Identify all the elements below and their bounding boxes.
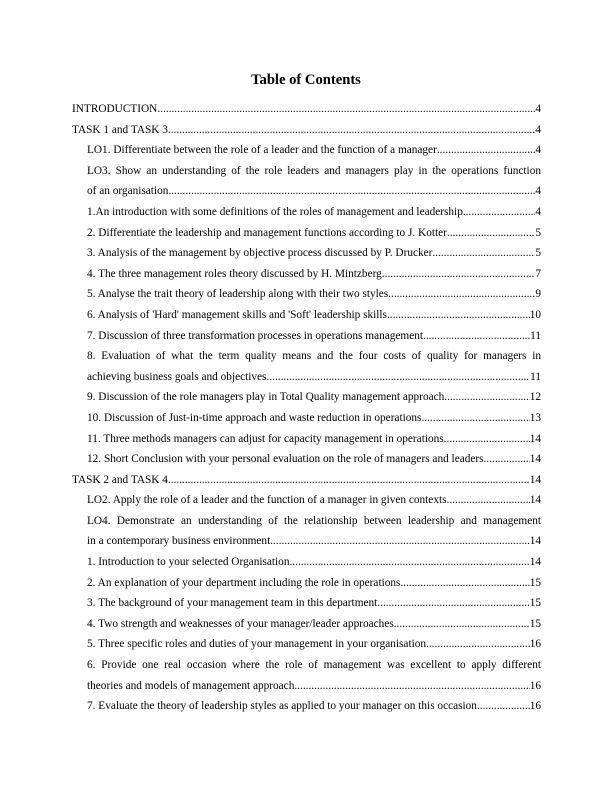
toc-page-number: 12 xyxy=(529,391,541,404)
toc-entry[interactable] xyxy=(87,429,541,450)
toc-page-number: 14 xyxy=(529,473,541,486)
toc-entry-text: 1. Introduction to your selected Organisation xyxy=(87,556,290,569)
toc-page-number: 16 xyxy=(529,700,541,713)
toc-leader-dots xyxy=(447,490,530,511)
toc-entry-text: LO2. Apply the role of a leader and the function of a manager in given contexts xyxy=(87,494,447,507)
toc-leader-dots xyxy=(382,264,536,285)
toc-entry-text: TASK 1 and TASK 3 xyxy=(72,123,168,136)
toc-entry[interactable] xyxy=(87,614,541,635)
toc-entry[interactable] xyxy=(87,408,541,429)
toc-entry[interactable] xyxy=(87,655,541,696)
toc-page-number: 14 xyxy=(529,535,541,548)
toc-page-number: 4 xyxy=(535,205,541,218)
toc-entry-text: LO1. Differentiate between the role of a leader and the function of a manager xyxy=(87,144,437,157)
toc-page-number: 11 xyxy=(530,370,541,383)
toc-entry[interactable] xyxy=(87,326,541,347)
toc-leader-dots xyxy=(387,305,530,326)
toc-entry[interactable] xyxy=(87,202,541,223)
toc-leader-dots xyxy=(432,243,535,264)
toc-page-number: 4 xyxy=(535,185,541,198)
toc-leader-dots xyxy=(426,326,530,347)
toc-page-number: 16 xyxy=(529,679,541,692)
toc-leader-dots xyxy=(463,202,535,223)
toc-entry[interactable] xyxy=(87,140,541,161)
toc-entry-text: INTRODUCTION xyxy=(72,103,158,115)
toc-leader-dots xyxy=(168,181,535,202)
toc-entry[interactable] xyxy=(87,490,541,511)
toc-entry-text: 3. The background of your management team in this department xyxy=(87,597,378,610)
toc-page-number: 4 xyxy=(535,103,541,115)
toc-leader-dots xyxy=(294,676,529,697)
toc-page-number: 15 xyxy=(529,597,541,610)
toc-leader-dots xyxy=(388,284,535,305)
toc-entry[interactable] xyxy=(87,449,541,470)
toc-leader-dots xyxy=(421,408,529,429)
toc-page-number: 14 xyxy=(529,556,541,569)
toc-entry[interactable] xyxy=(87,284,541,305)
toc-leader-dots xyxy=(426,634,530,655)
toc-entry-text-line1: LO4. Demonstrate an understanding of the relationship between leadership and management xyxy=(87,514,541,527)
toc-entry-text: 10. Discussion of Just-in-time approach and waste reduction in operations xyxy=(87,411,422,424)
toc-leader-dots xyxy=(444,429,530,450)
toc-entry-text: 11. Three methods managers can adjust for capacity management in operations xyxy=(87,432,444,445)
toc-leader-dots xyxy=(447,223,535,244)
toc-entry-text: achieving business goals and objectives xyxy=(87,370,267,383)
toc-leader-dots xyxy=(168,120,535,141)
toc-page-number: 14 xyxy=(529,453,541,466)
toc-entry-text: 12. Short Conclusion with your personal evaluation on the role of managers and leaders. xyxy=(87,453,487,466)
toc-page-number: 9 xyxy=(535,288,541,301)
toc-entry[interactable] xyxy=(87,305,541,326)
toc-entry[interactable] xyxy=(87,264,541,285)
toc-page-number: 14 xyxy=(529,494,541,507)
toc-page-number: 15 xyxy=(529,617,541,630)
toc-entry-text: in a contemporary business environment xyxy=(87,535,271,548)
toc-entry[interactable] xyxy=(72,120,541,141)
toc-entry-text: 5. Three specific roles and duties of your management in your organisation xyxy=(87,638,427,651)
toc-entry-text: TASK 2 and TASK 4 xyxy=(72,473,168,486)
toc-entry-text: 4. Two strength and weaknesses of your manager/leader approaches xyxy=(87,617,394,630)
toc-leader-dots xyxy=(480,696,530,717)
toc-page-number: 15 xyxy=(529,576,541,589)
toc-leader-dots xyxy=(394,614,530,635)
toc-entry-text: 2. An explanation of your department including the role in operations xyxy=(87,576,401,589)
toc-entry-text: 5. Analyse the trait theory of leadership along with their two styles xyxy=(87,288,389,301)
toc-page-number: 10 xyxy=(529,308,541,321)
toc-entry[interactable] xyxy=(87,161,541,202)
toc-leader-dots xyxy=(377,593,529,614)
toc-entry[interactable] xyxy=(87,223,541,244)
toc-leader-dots xyxy=(266,367,530,388)
toc-entry[interactable] xyxy=(87,346,541,387)
toc-leader-dots xyxy=(400,573,529,594)
toc-entry[interactable] xyxy=(87,696,541,717)
toc-page-number: 11 xyxy=(530,329,541,342)
toc-entry[interactable] xyxy=(72,99,541,120)
page-title: Table of Contents xyxy=(251,72,361,88)
toc-leader-dots xyxy=(486,449,529,470)
toc-entry-text: 3. Analysis of the management by objective process discussed by P. Drucker xyxy=(87,247,433,260)
toc-page-number: 7 xyxy=(535,267,541,280)
toc-entry[interactable] xyxy=(87,634,541,655)
toc-leader-dots xyxy=(447,387,530,408)
toc-entry[interactable] xyxy=(87,511,541,552)
toc-page-number: 14 xyxy=(529,432,541,445)
toc-leader-dots xyxy=(270,531,529,552)
toc-page-number: 5 xyxy=(535,226,541,239)
toc-page-number: 13 xyxy=(529,411,541,424)
toc-entry[interactable] xyxy=(87,387,541,408)
toc-page-number: 4 xyxy=(535,123,541,136)
toc-entry[interactable] xyxy=(87,593,541,614)
toc-entry[interactable] xyxy=(72,470,541,491)
toc-entry-text: 1.An introduction with some definitions of the roles of management and leadership xyxy=(87,205,463,218)
toc-page-number: 5 xyxy=(535,247,541,260)
toc-leader-dots xyxy=(168,470,530,491)
toc-page-number: 4 xyxy=(535,144,541,157)
toc-entry-text: 9. Discussion of the role managers play in Total Quality management approach. xyxy=(87,391,448,404)
toc-entry-text: 6. Analysis of 'Hard' management skills and 'Soft' leadership skills xyxy=(87,308,387,321)
toc-leader-dots xyxy=(157,99,535,120)
toc-entry-text: 4. The three management roles theory discussed by H. Mintzberg xyxy=(87,267,382,280)
toc-entry[interactable] xyxy=(87,243,541,264)
toc-leader-dots xyxy=(289,552,529,573)
toc-leader-dots xyxy=(437,140,536,161)
toc-entry-text-line1: 8. Evaluation of what the term quality means and the four costs of quality for managers in xyxy=(87,350,541,363)
toc-entry-text-line1: 6. Provide one real occasion where the role of management was excellent to apply different xyxy=(87,659,541,672)
toc-entry-text: 7. Discussion of three transformation processes in operations management. xyxy=(87,329,426,342)
toc-entry-text: 7. Evaluate the theory of leadership styles as applied to your manager on this occasion. xyxy=(87,700,480,713)
toc-entry-text: of an organisation xyxy=(87,185,169,198)
toc-entry-text: 2. Differentiate the leadership and management functions according to J. Kotter xyxy=(87,226,447,239)
toc-page-number: 16 xyxy=(529,638,541,651)
toc-entry-text-line1: LO3. Show an understanding of the role leaders and managers play in the operations function xyxy=(87,164,541,177)
toc-entry-text: theories and models of management approach xyxy=(87,679,295,692)
toc-entry[interactable] xyxy=(87,552,541,573)
table-of-contents xyxy=(0,99,612,717)
toc-entry[interactable] xyxy=(87,573,541,594)
